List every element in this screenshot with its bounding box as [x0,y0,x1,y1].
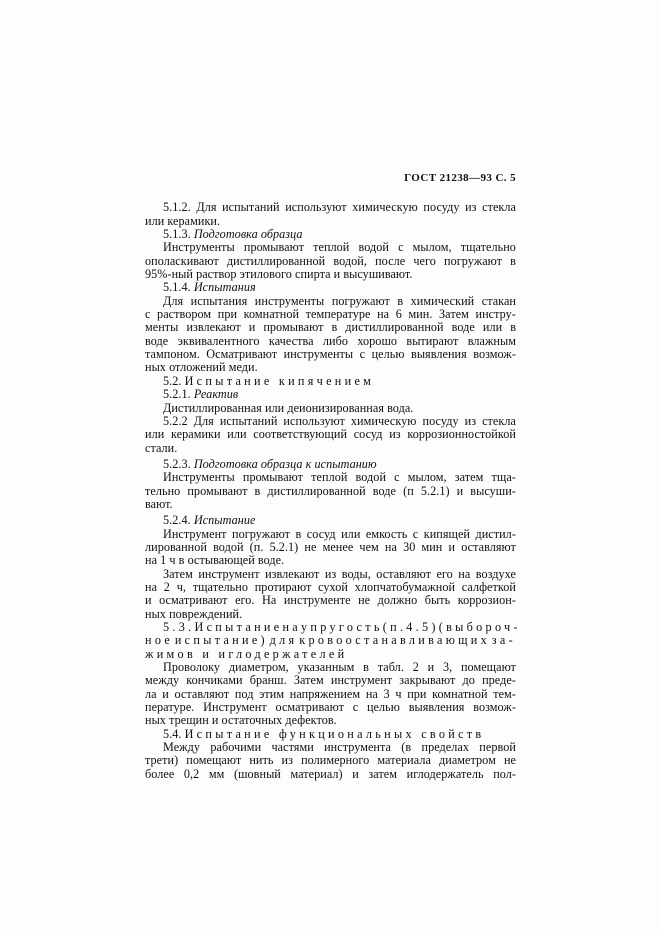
text-line: ное испытание) для кровоостанавливающих за- [145,633,516,648]
standard-number: ГОСТ 21238—93 [404,172,493,184]
text-line: жимов и иглодержателей [145,646,348,661]
text-line: 5.2. Испытание кипячением [163,373,375,388]
text-line: между кончиками бранш. Затем инструмент закрывают до преде- [145,673,516,688]
text-line: ополаскивают дистиллированной водой, после чего погружают в [145,253,516,268]
text-line: 5.4. Испытание функциональных свойств [163,726,485,741]
text-line: или керамики или соответствующий сосуд из коррозионностойкой [145,427,516,442]
text-line: на 1 ч в остывающей воде. [145,553,285,568]
text-line: лированной водой (п. 5.2.1) не менее чем на 30 мин и оставляют [145,539,516,554]
page-number: С. 5 [495,172,516,184]
text-line: 5.1.3. Подготовка образца [163,227,303,242]
text-line: стали. [145,440,178,455]
text-line: на 2 ч, тщательно протирают сухой хлопчатобумажной салфеткой [145,579,516,594]
text-line: трети) помещают нить из полимерного материала диаметром не [145,753,516,768]
text-line: 5.1.2. Для испытаний используют химическую посуду из стекла [163,200,516,215]
text-line: 5.2.2 Для испытаний используют химическую посуду из стекла [163,413,516,428]
text-line: Проволоку диаметром, указанным в табл. 2 и 3, помещают [163,660,516,675]
text-line: тампоном. Осматривают инструменты с целью выявления возмож- [145,347,516,362]
text-line: 5.2.1. Реактив [163,387,239,402]
document-page [145,172,521,781]
text-line: Между рабочими частями инструмента (в пределах первой [163,740,516,755]
text-line: Инструменты промывают теплой водой с мылом, затем тща- [163,470,516,485]
text-line: Для испытания инструменты погружают в химический стакан [163,293,516,308]
text-line: 95%-ный раствор этилового спирта и высушивают. [145,267,413,282]
text-line: Инструмент погружают в сосуд или емкость с кипящей дистил- [163,526,516,541]
text-line: 5.2.3. Подготовка образца к испытанию [163,456,377,471]
text-line: менты извлекают и промывают в дистиллированной воде или в [145,320,516,335]
text-line: и осматривают его. На инструменте не должно быть коррозион- [145,593,516,608]
text-line: или керамики. [145,213,221,228]
text-line: Дистиллированная или деионизированная вода. [163,400,414,415]
text-line: с раствором при комнатной температуре на 6 мин. Затем инстру- [145,307,516,322]
document-body [145,200,521,781]
text-line: 5.1.4. Испытания [163,280,256,295]
text-line: тельно промывают в дистиллированной воде (п 5.2.1) и высуши- [145,483,516,498]
text-line: Инструменты промывают теплой водой с мылом, тщательно [163,240,516,255]
text-line: 5.2.4. Испытание [163,513,256,528]
text-line: 5.3. Испытание на упругость (п. 4.5) (выбороч- [163,620,521,634]
text-line: пературе. Инструмент осматривают с целью выявления возмож- [145,700,516,715]
text-line: ных повреждений. [145,606,243,621]
text-line: вают. [145,496,173,511]
text-line: ных трещин и остаточных дефектов. [145,713,337,728]
text-line: ла и оставляют под этим напряжением на 3 ч при комнатной тем- [145,686,516,701]
text-line: Затем инструмент извлекают из воды, оставляют его на воздухе [163,566,516,581]
text-line: ных отложений меди. [145,360,258,375]
text-line: более 0,2 мм (шовный материал) и затем иглодержатель пол- [145,766,516,781]
page-header [145,172,516,185]
text-line: воде эквивалентного качества либо хорошо вытирают влажным [145,333,516,348]
